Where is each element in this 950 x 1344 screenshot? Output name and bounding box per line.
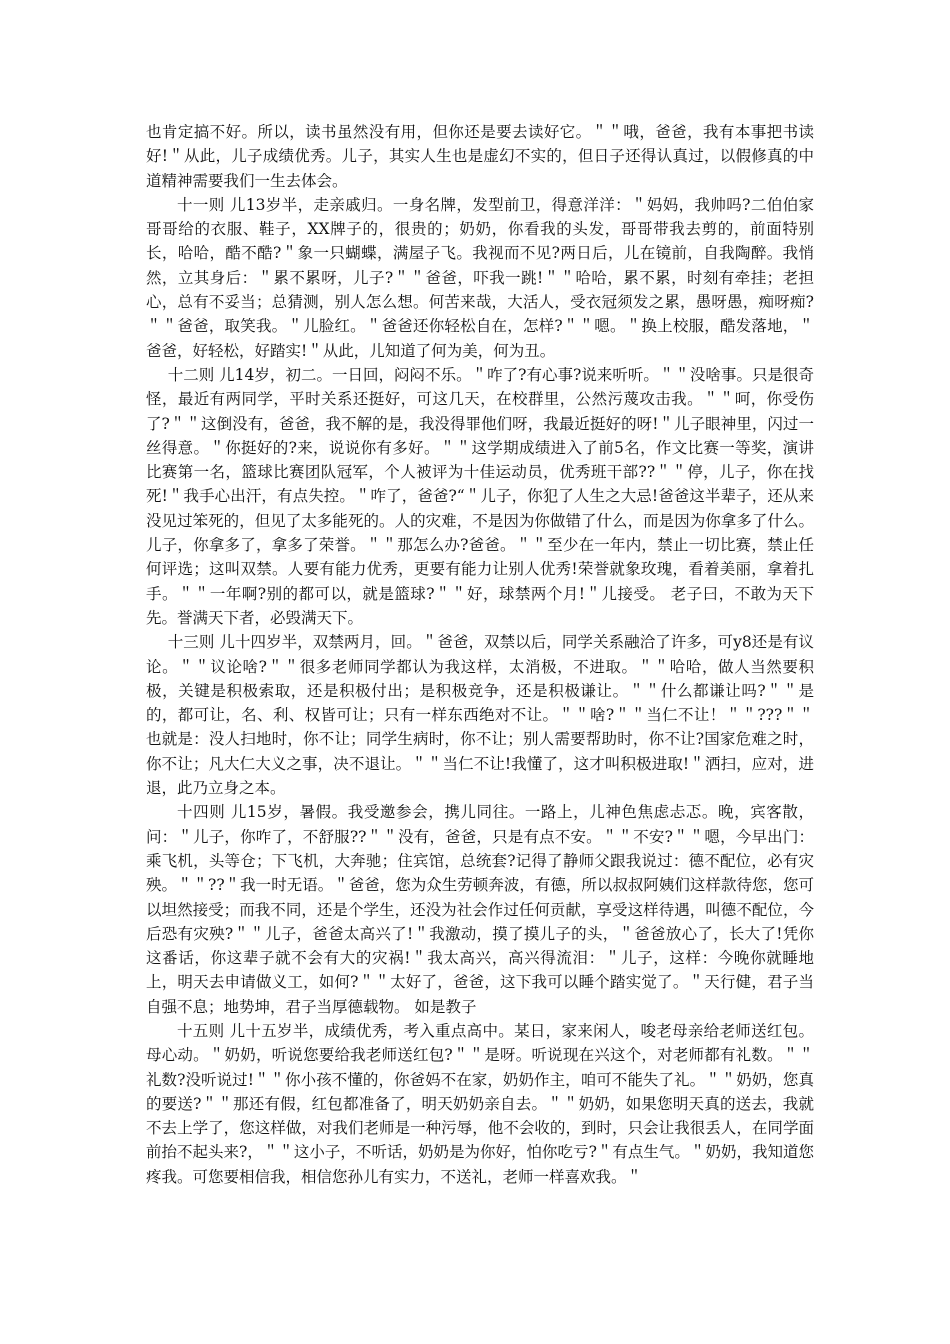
paragraph-fifteenth-rule: 十五则 儿十五岁半，成绩优秀，考入重点高中。某日，家来闲人，唆老母亲给老师送红包。母心动。＂奶奶，听说您要给我老师送红包?＂＂是呀。听说现在兴这个，对老师都有礼数。＂＂礼数?没听说过!＂＂你小孩不懂的，你爸妈不在家，奶奶作主，咱可不能失了礼。＂＂奶奶，您真的要送?＂＂那还有假，红包都准备了，明天奶奶亲自去。＂＂奶奶，如果您明天真的送去，我就不去上学了，您这样做，对我们老师是一种污辱，他不会收的，到时，只会让我很丢人，在同学面前抬不起头来?，＂＂这小子，不听话，奶奶是为你好，怕你吃亏?＂有点生气。＂奶奶，我知道您疼我。可您要相信我，相信您孙儿有实力，不送礼，老师一样喜欢我。＂ bbox=[146, 1021, 814, 1186]
paragraph-thirteenth-rule: 十三则 儿十四岁半，双禁两月，回。＂爸爸，双禁以后，同学关系融洽了许多，可y8还是有议论。＂＂议论啥?＂＂很多老师同学都认为我这样，太消极，不进取。＂＂哈哈，做人当然要积极，关键是积极索取，还是积极付出；是积极竞争，还是积极谦让。＂＂什么都谦让吗?＂＂是的，都可让，名、利、权皆可让；只有一样东西绝对不让。＂＂啥?＂＂当仁不让！＂＂???＂＂也就是：没人扫地时，你不让；同学生病时，你不让；别人需要帮助时，你不让?国家危难之时，你不让；凡大仁大义之事，决不退让。＂＂当仁不让!我懂了，这才叫积极进取!＂洒扫，应对，进退，此乃立身之本。 bbox=[146, 633, 814, 798]
paragraph-continuation: 也肯定搞不好。所以，读书虽然没有用，但你还是要去读好它。＂＂哦，爸爸，我有本事把书读好!＂从此，儿子成绩优秀。儿子，其实人生也是虚幻不实的，但日子还得认真过，以假修真的中道精神需要我们一生去体会。 bbox=[146, 123, 814, 190]
paragraph-fourteenth-rule: 十四则 儿15岁，暑假。我受邀参会，携儿同往。一路上，儿神色焦虑忐忑。晚，宾客散，问：＂儿子，你咋了，不舒服??＂＂没有，爸爸，只是有点不安。＂＂不安?＂＂嗯，今早出门：乘飞机，头等仓；下飞机，大奔驰；住宾馆，总统套?记得了静师父跟我说过：德不配位，必有灾殃。＂＂??＂我一时无语。＂爸爸，您为众生劳顿奔波，有德，所以叔叔阿姨们这样款待您，您可以坦然接受；而我不同，还是个学生，还没为社会作过任何贡献，享受这样待遇，叫德不配位，今后恐有灾殃?＂＂儿子，爸爸太高兴了!＂我激动，摸了摸儿子的头，＂爸爸放心了，长大了!凭你这番话，你这辈子就不会有大的灾祸!＂我太高兴，高兴得流泪：＂儿子，这样：今晚你就睡地上，明天去申请做义工，如何?＂＂太好了，爸爸，这下我可以睡个踏实觉了。＂天行健，君子当自强不息；地势坤，君子当厚德载物。 如是教子 bbox=[146, 803, 814, 1016]
paragraph-eleventh-rule: 十一则 儿13岁半，走亲戚归。一身名牌，发型前卫，得意洋洋：＂妈妈，我帅吗?二伯伯家哥哥给的衣服、鞋子，XX牌子的，很贵的；奶奶，你看我的头发，哥哥带我去剪的，前面特别长，哈哈，酷不酷?＂象一只蝴蝶，满屋子飞。我视而不见?两日后，儿在镜前，自我陶醉。我悄然，立其身后：＂累不累呀，儿子?＂＂爸爸，吓我一跳!＂＂哈哈，累不累，时刻有牵挂；老担心，总有不妥当；总猜测，别人怎么想。何苦来哉，大活人，受衣冠须发之累，愚呀愚，痴呀痴?＂＂爸爸，取笑我。＂儿脸红。＂爸爸还你轻松自在，怎样?＂＂嗯。＂换上校服，酷发落地，＂爸爸，好轻松，好踏实!＂从此，儿知道了何为美，何为丑。 bbox=[146, 195, 814, 360]
paragraph-twelfth-rule: 十二则 儿14岁，初二。一日回，闷闷不乐。＂咋了?有心事?说来听听。＂＂没啥事。只是很奇怪，最近有两同学，平时关系还挺好，可这几天，在校群里，公然污蔑攻击我。＂＂呵，你受伤了?＂＂这倒没有，爸爸，我不解的是，我没得罪他们呀，我最近挺好的呀!＂儿子眼神里，闪过一丝得意。＂你挺好的?来，说说你有多好。＂＂这学期成绩进入了前5名，作文比赛一等奖，演讲比赛第一名，篮球比赛团队冠军，个人被评为十佳运动员，优秀班干部??＂＂停，儿子，你在找死!＂我手心出汗，有点失控。＂咋了，爸爸?“＂儿子，你犯了人生之大忌!爸爸这半辈子，还从来没见过笨死的，但见了太多能死的。人的灾难，不是因为你做错了什么，而是因为你拿多了什么。儿子，你拿多了，拿多了荣誉。＂＂那怎么办?爸爸。＂＂至少在一年内，禁止一切比赛，禁止任何评选；这叫双禁。人要有能力优秀，更要有能力让别人优秀!荣誉就象玫瑰，看着美丽，拿着扎手。＂＂一年啊?别的都可以，就是篮球?＂＂好，球禁两个月!＂儿接受。 老子曰，不敢为天下先。誉满天下者，必毁满天下。 bbox=[146, 365, 814, 627]
